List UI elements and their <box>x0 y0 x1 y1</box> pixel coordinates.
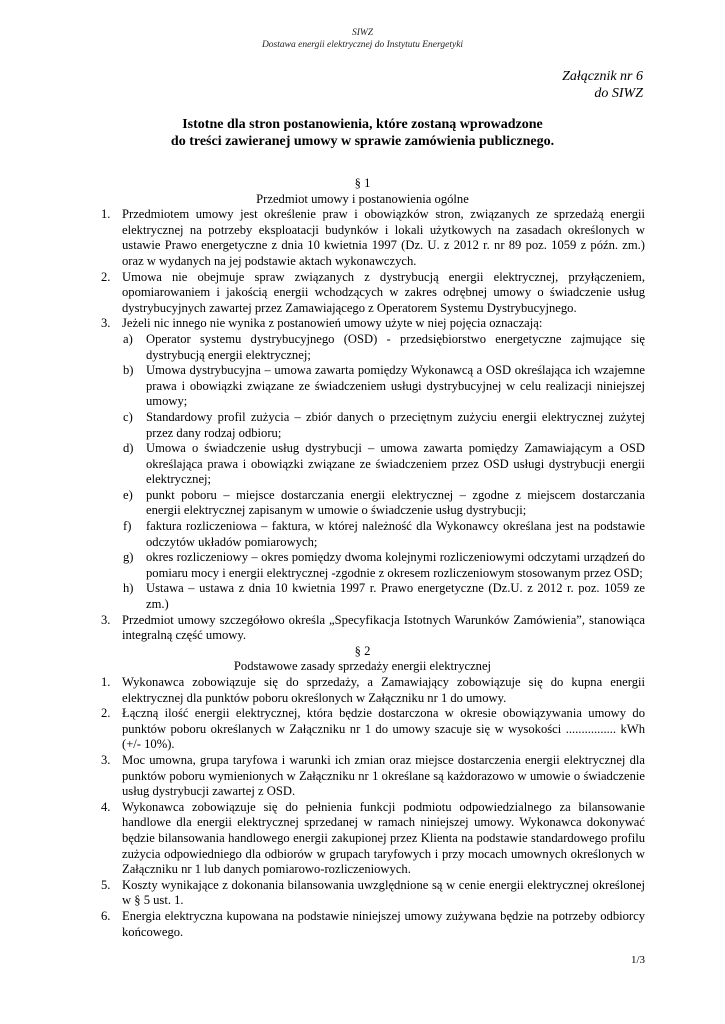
section-1-item <box>0 270 725 317</box>
definition-item <box>0 488 725 519</box>
header-line-2: Dostawa energii elektrycznej do Instytutu Energetyki <box>261 40 464 50</box>
section-2-item <box>0 753 725 800</box>
item-number: 6. <box>101 908 111 923</box>
definition-letter: g) <box>123 550 134 565</box>
title-line-1: Istotne dla stron postanowienia, które zostaną wprowadzone <box>182 117 543 132</box>
definition-item <box>0 410 725 441</box>
running-header <box>0 27 725 51</box>
section-2-number: § 2 <box>354 643 371 658</box>
document-title <box>0 116 725 150</box>
item-text: Łączną ilość energii elektrycznej, która będzie dostarczona w okresie obowiązywania umowy do punktów poboru określanych w Załączniku nr 1 do umowy szacuje się w wysokości ................ kWh (+/- 10%). <box>122 706 645 752</box>
item-number: 3. <box>101 316 111 331</box>
item-text: Energia elektryczna kupowana na podstawie niniejszej umowy zużywana będzie na potrzeby odbiorcy końcowego. <box>122 908 645 939</box>
definition-text: faktura rozliczeniowa – faktura, w której należność dla Wykonawcy określana jest na podstawie odczytów układów pomiarowych; <box>146 519 645 549</box>
section-2-heading: Podstawowe zasady sprzedaży energii elektrycznej <box>233 659 492 674</box>
section-2-item <box>0 675 725 706</box>
item-text: Jeżeli nic innego nie wynika z postanowień umowy użyte w niej pojęcia oznaczają: <box>122 316 543 331</box>
section-1-item <box>0 316 725 332</box>
definition-item <box>0 519 725 550</box>
section-1-closing-item <box>0 613 725 644</box>
page-number: 1/3 <box>630 954 645 966</box>
definition-item <box>0 332 725 363</box>
item-text: Wykonawca zobowiązuje się do sprzedaży, a Zamawiający zobowiązuje się do kupna energii elektrycznej dla punktów poboru określonych w Załączniku nr 1 do umowy. <box>122 675 645 705</box>
section-2-item <box>0 800 725 878</box>
item-number: 2. <box>101 706 111 721</box>
annex-line-1: Załącznik nr 6 <box>562 69 643 84</box>
section-2-item <box>0 706 725 753</box>
item-number: 4. <box>101 799 111 814</box>
title-line-2: do treści zawieranej umowy w sprawie zamówienia publicznego. <box>170 134 555 149</box>
definition-item <box>0 441 725 488</box>
item-number: 5. <box>101 877 111 892</box>
definition-letter: e) <box>123 487 133 502</box>
item-number: 1. <box>101 207 111 222</box>
item-text: Przedmiot umowy szczegółowo określa „Specyfikacja Istotnych Warunków Zamówienia”, stanowiąca integralną część umowy. <box>122 612 645 643</box>
definition-letter: h) <box>123 581 134 596</box>
definition-text: okres rozliczeniowy – okres pomiędzy dwoma kolejnymi rozliczeniowymi odczytami urządzeń do pomiaru mocy i energii elektrycznej -zgodnie z okresem rozliczeniowym stosowanym przez OSD; <box>146 550 645 580</box>
annex-label <box>562 68 643 102</box>
document-body <box>0 176 725 940</box>
definition-item <box>0 550 725 581</box>
item-number: 2. <box>101 269 111 284</box>
item-text: Wykonawca zobowiązuje się do pełnienia funkcji podmiotu odpowiedzialnego za bilansowanie handlowe dla energii elektrycznej sprzedanej w ramach niniejszej umowy. Wykonawca dokonywać będzie bilansowania handlowego energii zakupionej przez Klienta na podstawie standardowego profilu zużycia odpowiedniego dla odbiorów w grupach taryfowych i przy mocach umownych określonych w Załączniku nr 1 lub danych pomiarowo-rozliczeniowych. <box>122 799 645 877</box>
definition-text: Standardowy profil zużycia – zbiór danych o przeciętnym zużyciu energii elektrycznej zużytej przez dany rodzaj odbioru; <box>146 409 645 440</box>
definition-item <box>0 581 725 612</box>
section-1-number: § 1 <box>354 176 371 190</box>
item-number: 3. <box>101 612 111 627</box>
item-number: 1. <box>101 675 111 689</box>
section-1-heading: Przedmiot umowy i postanowienia ogólne <box>256 191 469 206</box>
definition-letter: f) <box>123 519 132 534</box>
section-2-item <box>0 878 725 909</box>
definition-letter: a) <box>123 331 133 346</box>
item-text: Moc umowna, grupa taryfowa i warunki ich zmian oraz miejsce dostarczenia energii elektrycznej dla punktów poboru wymienionych w Załączniku nr 1 określane są każdorazowo w umowie o świadczenie usług dystrybucji zawartej z OSD. <box>122 752 645 799</box>
item-text: Koszty wynikające z dokonania bilansowania uwzględnione są w cenie energii elektrycznej określonej w § 5 ust. 1. <box>122 877 645 908</box>
definition-letter: c) <box>123 409 133 424</box>
definition-text: Ustawa – ustawa z dnia 10 kwietnia 1997 r. Prawo energetyczne (Dz.U. z 2012 r. poz. 1059 ze zm.) <box>146 581 645 612</box>
definition-letter: d) <box>123 441 134 456</box>
definition-letter: b) <box>123 363 134 378</box>
definition-item <box>0 363 725 410</box>
header-line-1: SIWZ <box>351 28 374 38</box>
item-text: Umowa nie obejmuje spraw związanych z dystrybucją energii elektrycznej, przyłączeniem, opomiarowaniem i jakością energii wchodzących w zakres odrębnej umowy o świadczenie usług dystrybucyjnych zawartej przez Zamawiającego z Operatorem Systemu Dystrybucyjnego. <box>122 269 645 315</box>
section-1-item <box>0 207 725 269</box>
definition-text: Umowa dystrybucyjna – umowa zawarta pomiędzy Wykonawcą a OSD określająca ich wzajemne prawa i obowiązki związane ze świadczeniem usługi dystrybucyjnej w celu realizacji niniejszej umowy; <box>146 363 645 409</box>
item-number: 3. <box>101 752 111 767</box>
section-2-item <box>0 909 725 940</box>
item-text: Przedmiotem umowy jest określenie praw i obowiązków stron, związanych ze sprzedażą energii elektrycznej na potrzeby eksploatacji budynków i lokali użytkowych na zasadach określonych w ustawie Prawo energetyczne z dnia 10 kwietnia 1997 (Dz. U. z 2012 r. nr 89 poz. 1059 z późn. zm.) oraz w wydanych na jej podstawie aktach wykonawczych. <box>122 207 645 268</box>
definition-text: Operator systemu dystrybucyjnego (OSD) - przedsiębiorstwo energetyczne zajmujące się dystrybucją energii elektrycznej; <box>146 331 645 362</box>
definition-text: Umowa o świadczenie usług dystrybucji – umowa zawarta pomiędzy Zamawiającym a OSD określająca prawa i obowiązki związane ze świadczeniem przez OSD usługi dystrybucji energii elektrycznej; <box>146 441 645 487</box>
annex-line-2: do SIWZ <box>594 86 643 101</box>
definition-text: punkt poboru – miejsce dostarczania energii elektrycznej – zgodne z miejscem dostarczania energii elektrycznej zapisanym w umowie o świadczenie usług dystrybucji; <box>146 487 645 518</box>
